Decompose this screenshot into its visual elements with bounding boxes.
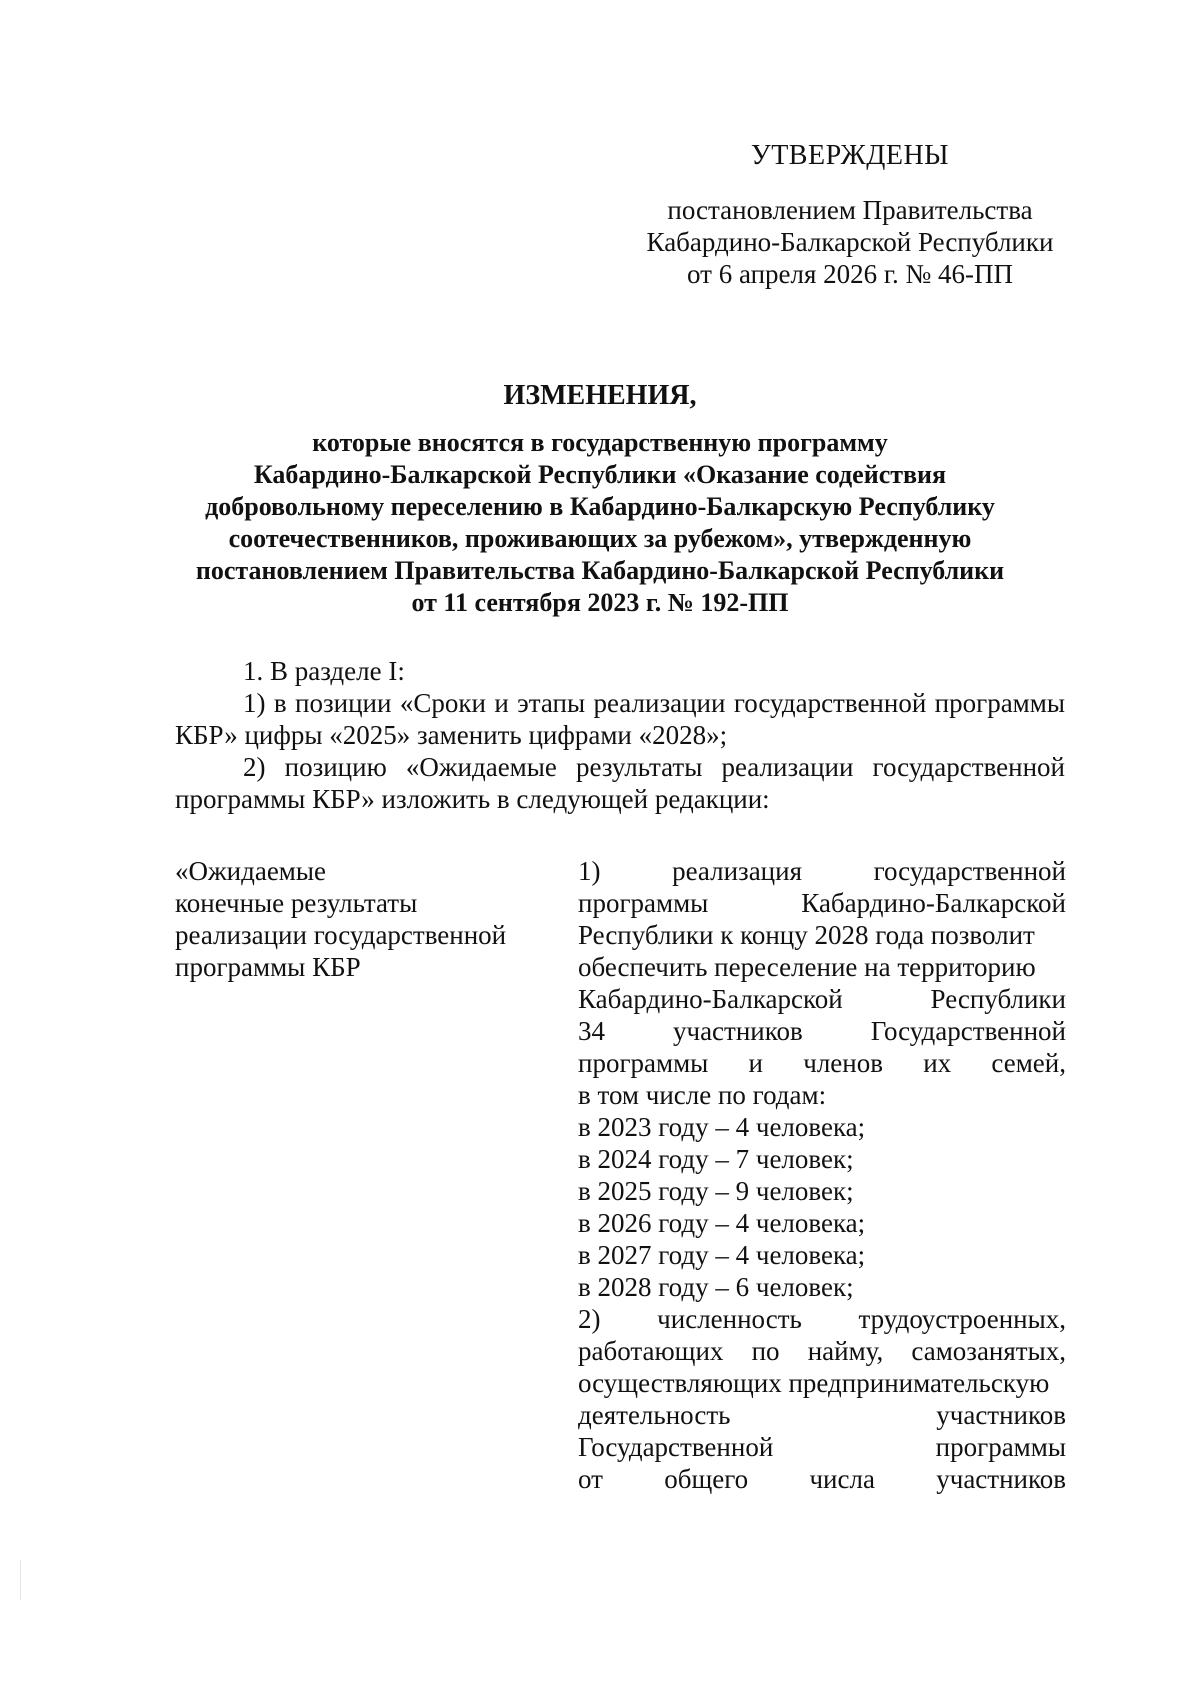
table-left-line: программы КБР <box>175 952 361 982</box>
scan-artifact <box>20 1560 21 1600</box>
table-right-line: 1) реализация государственной <box>578 856 1066 886</box>
body-text <box>175 655 1065 815</box>
subtitle-line: от 11 сентября 2023 г. № 192-ПП <box>411 588 789 617</box>
paragraph-item-2: 2) позицию «Ожидаемые результаты реализации государственной программы КБР» изложить в следующей редакции: <box>175 752 1065 814</box>
table-right-line: от общего числа участников <box>578 1464 1066 1494</box>
subtitle-line: соотечественников, проживающих за рубежом», утвержденную <box>228 524 972 553</box>
table-right-line: деятельность участников <box>578 1400 1066 1430</box>
approval-line: Кабардино-Балкарской Республики <box>646 227 1054 257</box>
table-right-line: 2) численность трудоустроенных, <box>578 1304 1066 1334</box>
table-right-line: работающих по найму, самозанятых, <box>578 1336 1066 1366</box>
approval-line: постановлением Правительства <box>667 195 1033 225</box>
table-right-line: в 2028 году – 6 человек; <box>578 1272 854 1302</box>
table-left-line: конечные результаты <box>175 888 418 918</box>
document-subtitle <box>120 427 1080 619</box>
table-right-line: в 2023 году – 4 человека; <box>578 1112 866 1142</box>
paragraph-item-1: 1) в позиции «Сроки и этапы реализации государственной программы КБР» цифры «2025» заменить цифрами «2028»; <box>175 688 1065 750</box>
table-right-line: программы и членов их семей, <box>578 1048 1066 1078</box>
approval-line: от 6 апреля 2026 г. № 46-ПП <box>687 259 1013 289</box>
table-left-line: «Ожидаемые <box>175 856 327 886</box>
table-right-line: в том числе по годам: <box>578 1080 827 1110</box>
subtitle-line: Кабардино-Балкарской Республики «Оказание содействия <box>253 460 947 489</box>
approved-heading: УТВЕРЖДЕНЫ <box>750 140 950 171</box>
table-right-line: Государственной программы <box>578 1432 1066 1462</box>
table-right-line: в 2026 году – 4 человека; <box>578 1208 866 1238</box>
subtitle-line: которые вносятся в государственную программу <box>312 428 888 457</box>
subtitle-line: постановлением Правительства Кабардино-Балкарской Республики <box>195 556 1005 585</box>
table-right-line: 34 участников Государственной <box>578 1016 1066 1046</box>
table-right-line: Республики к концу 2028 года позволит <box>578 920 1035 950</box>
section-heading: 1. В разделе I: <box>243 656 405 686</box>
table-right-line: обеспечить переселение на территорию <box>578 952 1036 982</box>
document-title: ИЗМЕНЕНИЯ, <box>503 380 697 411</box>
table-right-line: программы Кабардино-Балкарской <box>578 888 1066 918</box>
table-left-cell <box>175 855 530 983</box>
table-right-line: в 2027 году – 4 человека; <box>578 1240 866 1270</box>
table-right-line: в 2025 году – 9 человек; <box>578 1176 854 1206</box>
table-right-line: Кабардино-Балкарской Республики <box>578 984 1066 1014</box>
table-right-cell <box>578 855 1066 1495</box>
table-left-line: реализации государственной <box>175 920 507 950</box>
subtitle-line: добровольному переселению в Кабардино-Балкарскую Республику <box>205 492 995 521</box>
table-right-line: в 2024 году – 7 человек; <box>578 1144 854 1174</box>
table-right-line: осуществляющих предпринимательскую <box>578 1368 1050 1398</box>
approval-block <box>630 140 1070 290</box>
